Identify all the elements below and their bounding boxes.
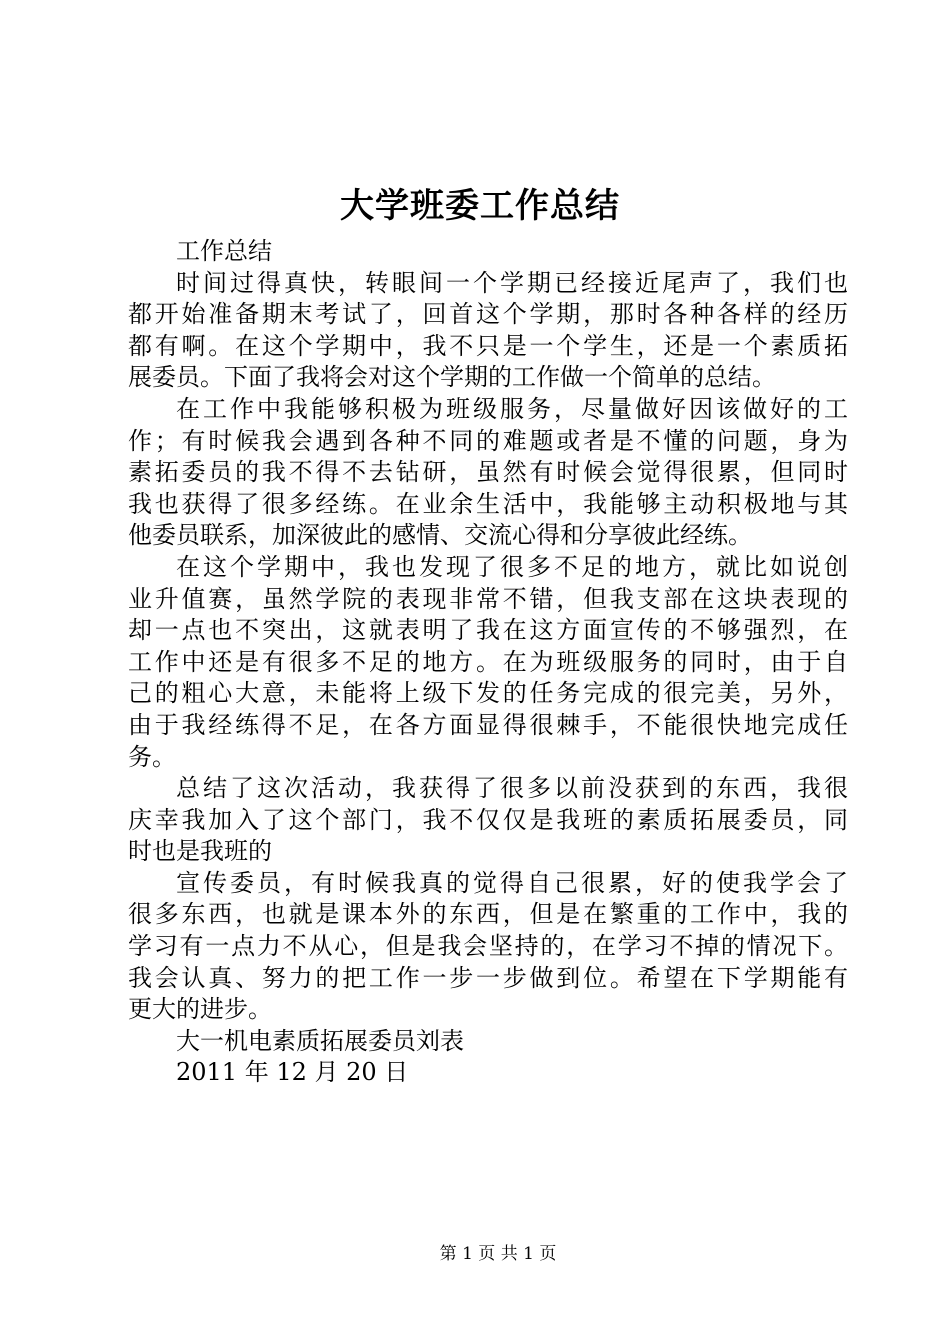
document-body <box>128 236 848 1089</box>
body-line: 我会认真、努力的把工作一步一步做到位。希望在下学期能有 <box>128 963 848 992</box>
document-title: 大学班委工作总结 <box>340 186 620 226</box>
body-line: 我也获得了很多经练。在业余生活中，我能够主动积极地与其 <box>128 489 848 518</box>
body-line: 总结了这次活动，我获得了很多以前没获到的东西，我很 <box>176 774 848 803</box>
body-line: 素拓委员的我不得不去钻研，虽然有时候会觉得很累，但同时 <box>128 458 848 487</box>
body-line: 工作中还是有很多不足的地方。在为班级服务的同时，由于自 <box>128 647 848 676</box>
body-line: 2011 年 12 月 20 日 <box>176 1058 409 1087</box>
body-line: 却一点也不突出，这就表明了我在这方面宣传的不够强烈，在 <box>128 616 848 645</box>
body-line: 在这个学期中，我也发现了很多不足的地方，就比如说创 <box>176 552 848 581</box>
body-line: 己的粗心大意，未能将上级下发的任务完成的很完美，另外， <box>128 679 848 708</box>
body-line: 时间过得真快，转眼间一个学期已经接近尾声了，我们也 <box>176 268 848 297</box>
body-line: 在工作中我能够积极为班级服务，尽量做好因该做好的工 <box>176 394 848 423</box>
body-line: 都开始准备期末考试了，回首这个学期，那时各种各样的经历 <box>128 300 848 329</box>
body-line: 很多东西，也就是课本外的东西，但是在繁重的工作中，我的 <box>128 900 848 929</box>
body-line: 学习有一点力不从心，但是我会坚持的，在学习不掉的情况下。 <box>128 932 848 961</box>
body-line: 庆幸我加入了这个部门，我不仅仅是我班的素质拓展委员，同 <box>128 805 848 834</box>
body-line: 工作总结 <box>176 237 272 265</box>
body-line: 大一机电素质拓展委员刘表 <box>176 1026 464 1055</box>
page-footer: 第 1 页 共 1 页 <box>439 1244 557 1264</box>
body-line: 务。 <box>128 742 176 771</box>
body-line: 宣传委员，有时候我真的觉得自己很累，好的使我学会了 <box>176 868 848 897</box>
body-line: 作；有时候我会遇到各种不同的难题或者是不懂的问题，身为 <box>128 426 848 455</box>
body-line: 更大的进步。 <box>128 995 272 1024</box>
body-line: 业升值赛，虽然学院的表现非常不错，但我支部在这块表现的 <box>128 584 848 613</box>
body-line: 都有啊。在这个学期中，我不只是一个学生，还是一个素质拓 <box>128 331 848 360</box>
body-line: 由于我经练得不足，在各方面显得很棘手，不能很快地完成任 <box>128 710 848 739</box>
body-line: 时也是我班的 <box>128 837 272 866</box>
body-line: 展委员。下面了我将会对这个学期的工作做一个简单的总结。 <box>128 363 776 392</box>
body-line: 他委员联系，加深彼此的感情、交流心得和分享彼此经练。 <box>128 521 752 550</box>
